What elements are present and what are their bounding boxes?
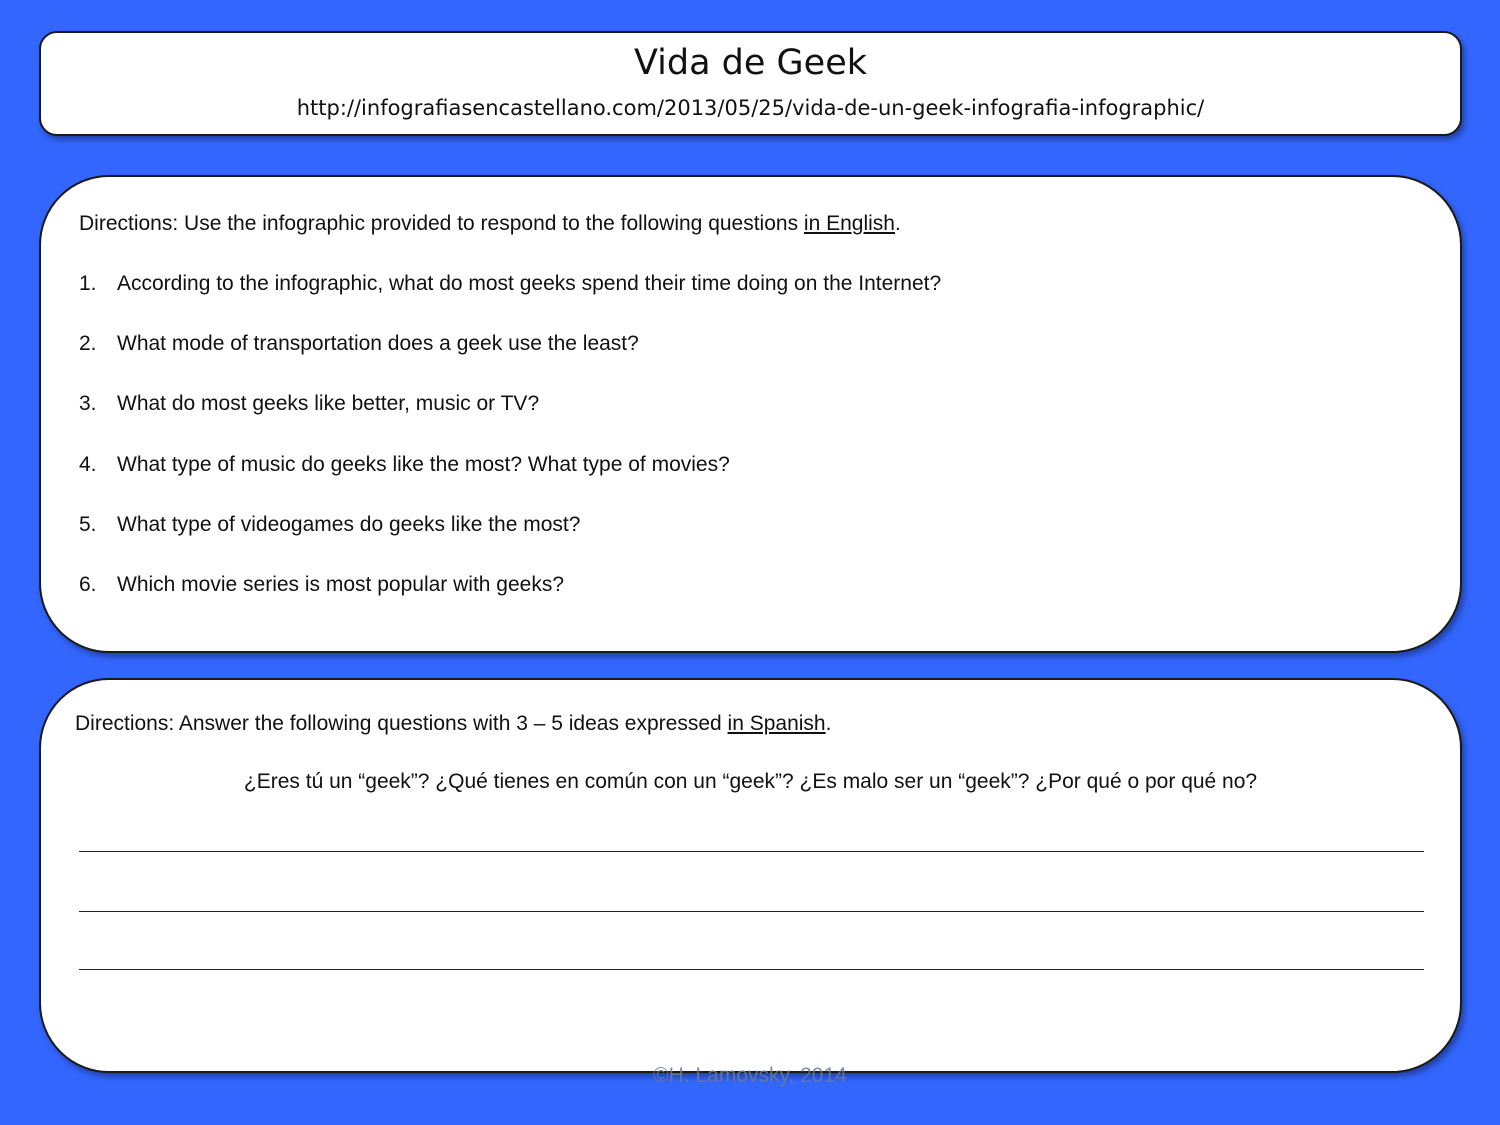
source-url: http://infografiasencastellano.com/2013/05/25/vida-de-un-geek-infografia-infographic/ [296,96,1205,120]
spanish-prompt: ¿Eres tú un “geek”? ¿Qué tienes en común con un “geek”? ¿Es malo ser un “geek”? ¿Por qué o por qué no? [243,770,1258,793]
english-directions-suffix: . [894,212,901,235]
question-number: 3. [79,392,97,416]
spanish-directions-text: Directions: Answer the following questions with 3 – 5 ideas expressed [75,712,728,735]
english-questions-box [39,175,1462,653]
english-directions-text: Directions: Use the infographic provided to respond to the following questions [79,212,804,235]
header-box [39,31,1462,136]
question-text: What do most geeks like better, music or TV? [117,392,540,416]
question-text: According to the infographic, what do most geeks spend their time doing on the Internet? [117,272,942,295]
english-directions-underlined: in English [803,212,895,235]
english-directions [79,211,901,237]
answer-line[interactable] [79,969,1424,970]
spanish-response-box [39,678,1462,1073]
question-number: 6. [79,572,97,596]
spanish-directions-underlined: in Spanish [727,712,826,735]
question-text: Which movie series is most popular with geeks? [117,572,565,596]
question-number: 4. [79,452,97,476]
question-text: What type of videogames do geeks like the most? [117,512,581,536]
spanish-directions-suffix: . [825,712,832,735]
page-title: Vida de Geek [633,43,868,83]
answer-line[interactable] [79,851,1424,852]
spanish-directions [75,711,831,737]
question-number: 1. [79,272,97,295]
answer-line[interactable] [79,911,1424,912]
question-text: What type of music do geeks like the most? What type of movies? [117,452,730,476]
question-text: What mode of transportation does a geek use the least? [117,332,639,356]
question-number: 5. [79,512,97,536]
question-number: 2. [79,332,97,356]
copyright-watermark: ©H. Lamovsky, 2014 [653,1064,847,1087]
